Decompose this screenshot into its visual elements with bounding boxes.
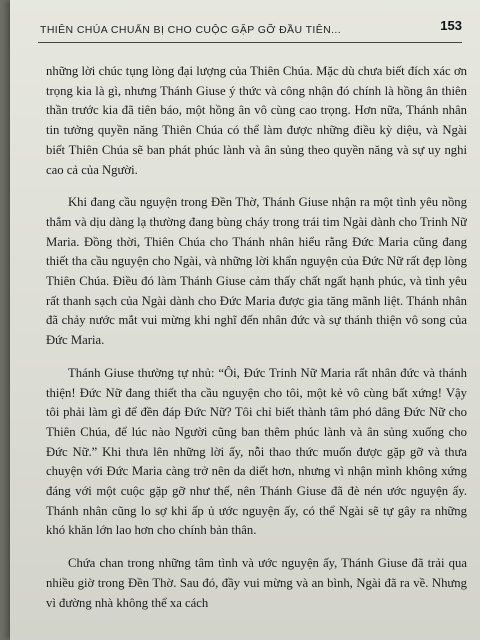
paragraph: Khi đang cầu nguyện trong Đền Thờ, Thánh Giuse nhận ra một tình yêu nồng thắm và dịu dàng lạ thường đang bùng cháy trong trái tim Ngài dành cho Trinh Nữ Maria. Đồng thời, Thiên Chúa cho Thánh nhân hiểu rằng Đức Maria cũng đang thiết tha cầu nguyện cho Ngài, và những lời khẩn nguyện của Đức Nữ rất đẹp lòng Thiên Chúa. Điều đó làm Thánh Giuse cảm thấy chất ngất hạnh phúc, và tình yêu rất thanh sạch của Ngài dành cho Đức Maria được gia tăng mãnh liệt. Thánh nhân đã chảy nước mắt vui mừng khi nghĩ đến nhân đức và sự thánh thiện vô song của Đức Maria. xyxy=(46,195,467,348)
paragraph: những lời chúc tụng lòng đại lượng của Thiên Chúa. Mặc dù chưa biết đích xác ơn trọng kia là gì, nhưng Thánh Giuse ý thức và công nhận đó chính là hồng ân thiên thần trước kia đã tiên báo, một hồng ân vô cùng cao trọng. Hơn nữa, Thánh nhân tin tưởng quyền năng Thiên Chúa có thể làm được những điều kỳ diệu, và Ngài biết Thiên Chúa sẽ ban phát phúc lành và ân sủng theo quyền năng và sự uy nghi cao cả của Người. xyxy=(46,64,467,177)
bleed-through-text xyxy=(250,0,480,14)
page-number: 153 xyxy=(440,18,462,33)
header-rule xyxy=(38,42,462,43)
book-page xyxy=(10,0,480,640)
paragraph: Thánh Giuse thường tự nhủ: “Ôi, Đức Trinh Nữ Maria rất nhân đức và thánh thiện! Đức Nữ đang thiết tha cầu nguyện cho tôi, một kẻ vô cùng bất xứng! Vậy tôi phải làm gì để đền đáp Đức Nữ? Tôi chỉ biết thành tâm phó dâng Đức Nữ cho Thiên Chúa, để lúc nào Người cũng ban thêm phúc lành và ân sủng xuống cho Đức Nữ.” Khi thưa lên những lời ấy, nỗi thao thức muốn được gặp gỡ và thưa chuyện với Đức Maria càng trở nên da diết hơn, nhưng vì nhận mình không xứng đáng với một cuộc gặp gỡ như thế, nên Thánh Giuse đã đè nén ước nguyện ấy. Thánh nhân cũng lo sợ khi ấp ủ ước nguyện ấy, có thể Ngài sẽ tự gây ra những khó khăn lớn lao hơn cho chính bản thân. xyxy=(46,365,467,538)
paragraph: Chứa chan trong những tâm tình và ước nguyện ấy, Thánh Giuse đã trải qua nhiều giờ trong Đền Thờ. Sau đó, đầy vui mừng và an bình, Ngài đã ra về. Nhưng vì đường nhà không thể xa cách xyxy=(46,556,467,610)
body-text xyxy=(46,62,467,638)
running-header-title: THIÊN CHÚA CHUẨN BỊ CHO CUỘC GẶP GỠ ĐẦU TIÊN... xyxy=(40,24,342,36)
running-header xyxy=(38,18,462,40)
